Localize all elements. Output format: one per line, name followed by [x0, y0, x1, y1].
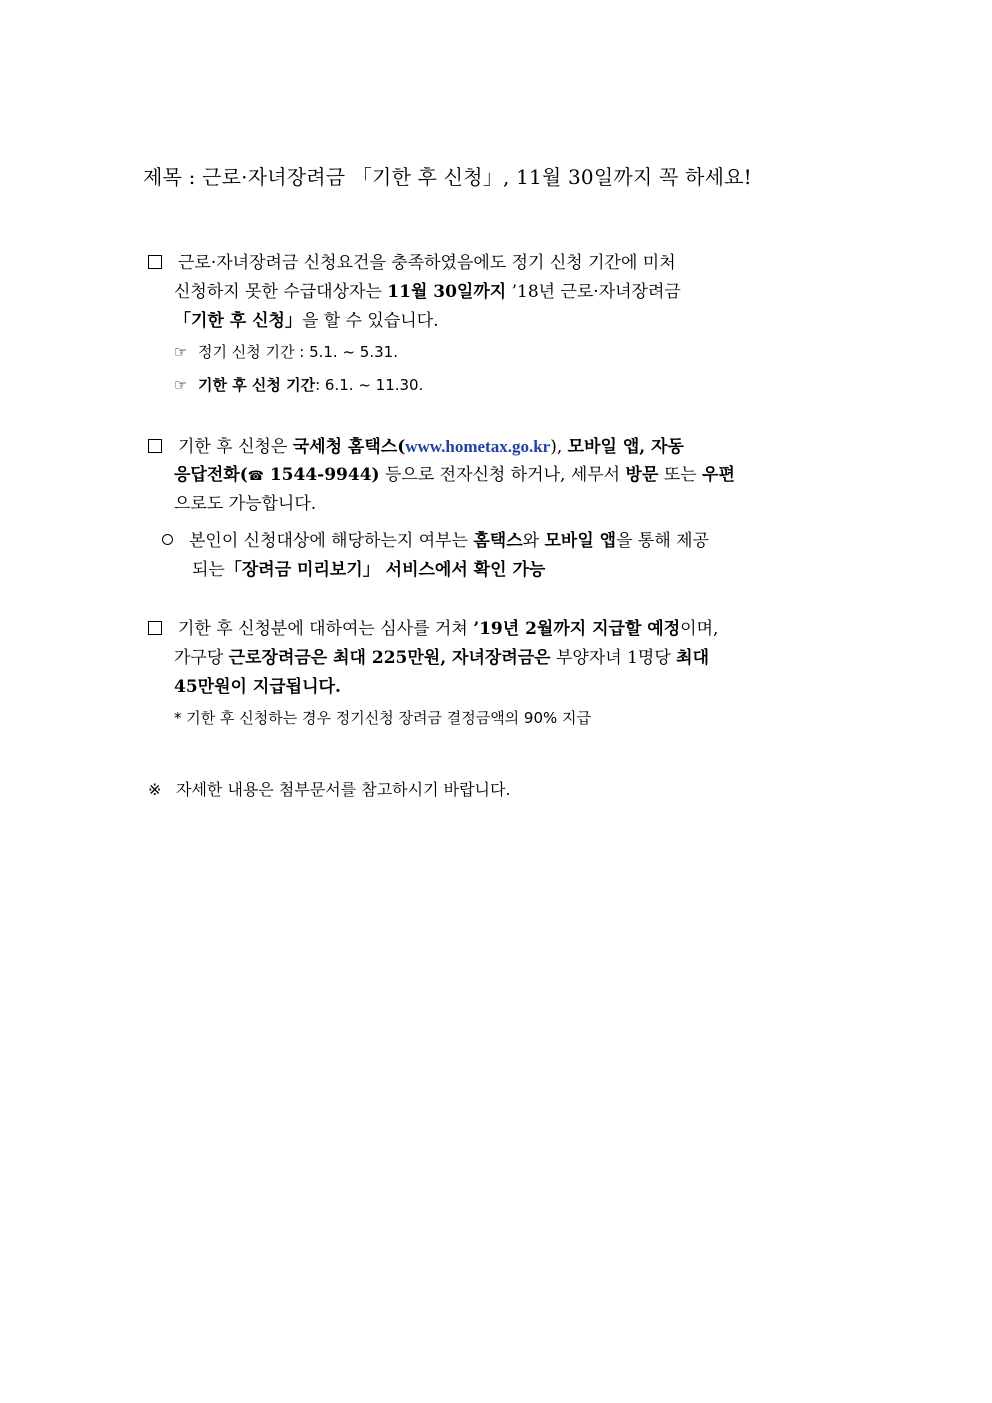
section-application-methods	[148, 432, 848, 585]
preview-service-row-2: 되는「장려금 미리보기」 서비스에서 확인 가능	[192, 560, 546, 580]
deadline-text: 11월 30일까지	[387, 282, 507, 302]
hometax-link[interactable]: www.hometax.go.kr	[405, 437, 551, 456]
section2-line2: 응답전화(☎ 1544-9944) 등으로 전자신청 하거나, 세무서 방문 또는 우편	[174, 465, 735, 485]
late-application-label: 「기한 후 신청」	[174, 311, 302, 331]
section2-line3: 으로도 가능합니다.	[174, 494, 317, 514]
section3-line2: 가구당 근로장려금은 최대 225만원, 자녀장려금은 부양자녀 1명당 최대	[174, 648, 710, 668]
checkbox-icon	[148, 621, 162, 635]
checkbox-icon	[148, 439, 162, 453]
pointing-hand-icon: ☞	[174, 376, 188, 394]
document-title: 제목 : 근로·자녀장려금 「기한 후 신청」, 11월 30일까지 꼭 하세요!	[143, 165, 752, 189]
section1-line3: 「기한 후 신청」을 할 수 있습니다.	[174, 311, 439, 331]
reference-note: ※ 자세한 내용은 첨부문서를 참고하시기 바랍니다.	[148, 775, 848, 804]
checkbox-icon	[148, 255, 162, 269]
section3-line1: 기한 후 신청분에 대하여는 심사를 거쳐 ’19년 2월까지 지급할 예정이며,	[148, 615, 848, 644]
section-late-application	[148, 249, 848, 400]
circle-bullet-icon	[162, 534, 173, 545]
section1-line1: 근로·자녀장려금 신청요건을 충족하였음에도 정기 신청 기간에 미처	[148, 249, 848, 278]
section2-line1: 기한 후 신청은 국세청 홈택스(www.hometax.go.kr), 모바일 앱, 자동	[148, 432, 848, 461]
pointing-hand-icon: ☞	[174, 343, 188, 361]
preview-service-row: 본인이 신청대상에 해당하는지 여부는 홈택스와 모바일 앱을 통해 제공	[148, 527, 848, 556]
late-period-row: ☞ 기한 후 신청 기간: 6.1. ~ 11.30.	[148, 371, 848, 400]
reference-mark-icon: ※	[148, 780, 162, 799]
section1-line2: 신청하지 못한 수급대상자는 11월 30일까지 ’18년 근로·자녀장려금	[174, 282, 681, 302]
section3-line3: 45만원이 지급됩니다.	[174, 677, 341, 697]
payment-footnote: * 기한 후 신청하는 경우 정기신청 장려금 결정금액의 90% 지급	[174, 709, 592, 727]
telephone-icon: ☎	[247, 469, 264, 484]
section-payment	[148, 615, 848, 733]
regular-period-row: ☞ 정기 신청 기간 : 5.1. ~ 5.31.	[148, 338, 848, 367]
